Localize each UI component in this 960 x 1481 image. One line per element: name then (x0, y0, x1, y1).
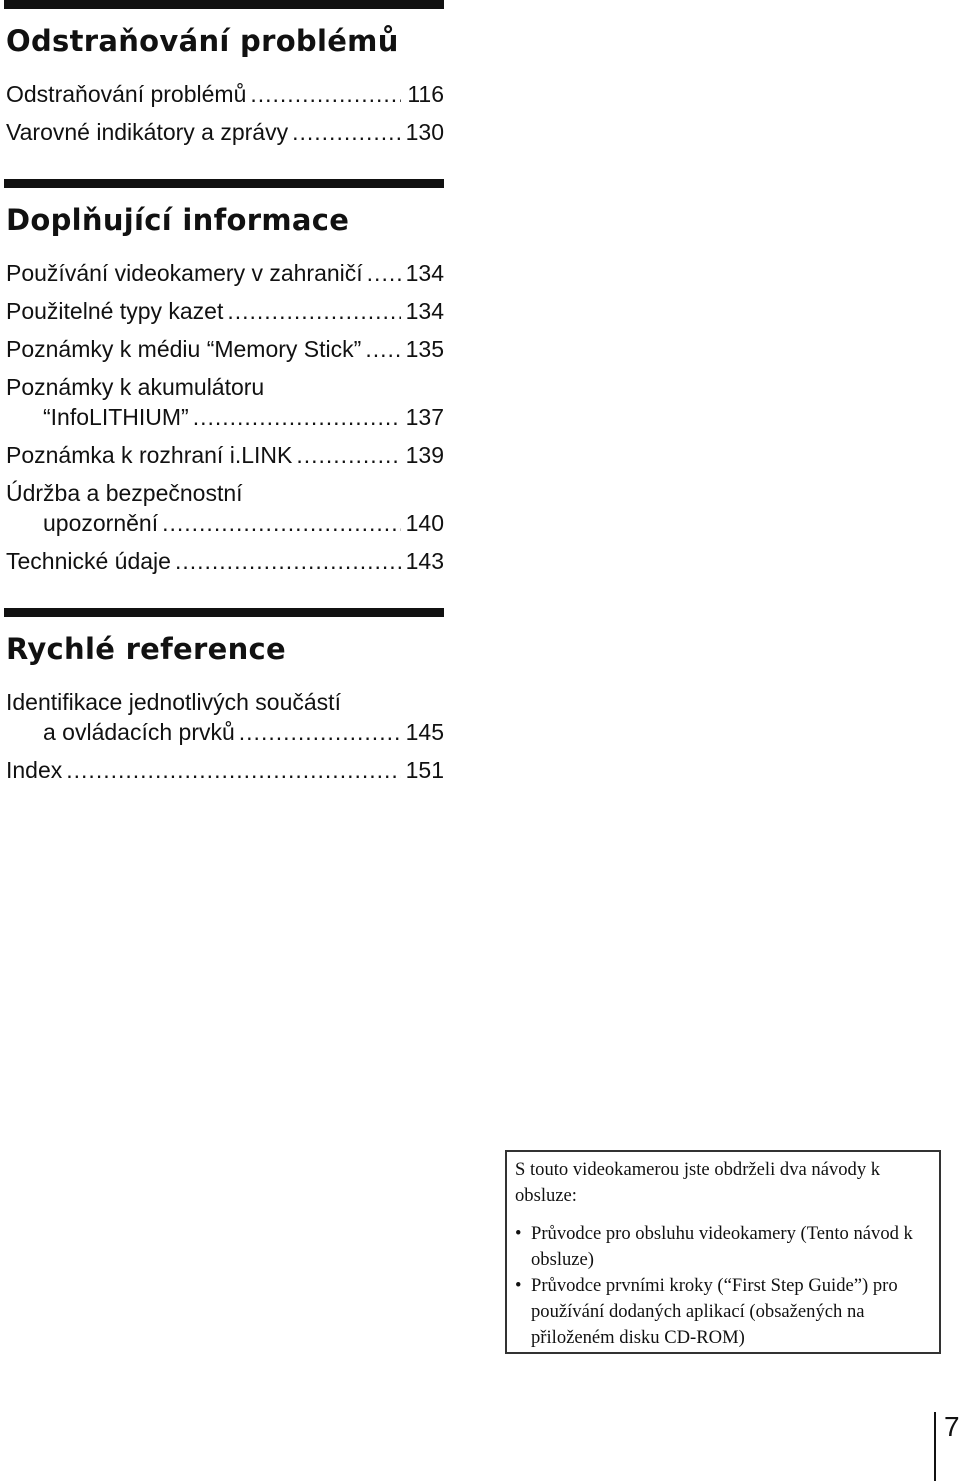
dot-leader (367, 258, 401, 288)
section-title: Doplňující informace (6, 203, 350, 237)
toc-entry-text: Technické údaje (6, 548, 171, 574)
dot-leader (227, 296, 401, 326)
dot-leader (162, 508, 401, 538)
toc-section-troubleshooting (4, 0, 444, 147)
toc-entry-page: 137 (405, 404, 444, 430)
toc-section-additional-info (4, 179, 444, 576)
toc-entry[interactable] (4, 755, 444, 785)
toc-entry[interactable] (4, 79, 444, 109)
toc-entry[interactable] (4, 546, 444, 576)
toc-entry-page: 116 (407, 81, 444, 107)
toc-entry-text: Poznámka k rozhraní i.LINK (6, 442, 293, 468)
toc-entry-page: 151 (405, 757, 444, 783)
note-list (515, 1221, 931, 1351)
manuals-note-box (505, 1150, 941, 1354)
toc-entry-page: 145 (405, 719, 444, 745)
toc-entry-text: Používání videokamery v zahraničí (6, 260, 363, 286)
section-rule (4, 179, 444, 188)
note-intro: S touto videokamerou jste obdrželi dva návody k obsluze: (515, 1159, 881, 1206)
dot-leader (365, 334, 401, 364)
toc-entry-text-continued: upozornění (43, 510, 159, 536)
page-number: 7 (944, 1411, 960, 1442)
toc-entry-text-continued: “InfoLITHIUM” (43, 404, 189, 430)
toc-entry-page: 140 (405, 510, 444, 536)
dot-leader (175, 546, 401, 576)
toc-entry-text: Použitelné typy kazet (6, 298, 224, 324)
toc-entry[interactable] (4, 440, 444, 470)
toc-entry-page: 134 (405, 260, 444, 286)
section-rule (4, 0, 444, 9)
toc-entry-page: 130 (405, 119, 444, 145)
toc-entry-page: 139 (405, 442, 444, 468)
page-number-divider (934, 1412, 936, 1481)
bullet-icon: • (515, 1275, 522, 1296)
toc-entry[interactable] (4, 478, 444, 538)
toc-entry-text: Poznámky k médiu “Memory Stick” (6, 336, 362, 362)
section-title: Rychlé reference (6, 632, 287, 666)
dot-leader (66, 755, 401, 785)
toc-entry-text: Index (6, 757, 63, 783)
note-item-text: Průvodce pro obsluhu videokamery (Tento návod k obsluze) (531, 1223, 913, 1270)
toc-entry-page: 143 (405, 548, 444, 574)
toc-entry-text: Poznámky k akumulátoru (6, 374, 265, 400)
dot-leader (250, 79, 401, 109)
toc-entry[interactable] (4, 258, 444, 288)
note-list-item (515, 1221, 931, 1273)
toc-section-quick-reference (4, 608, 444, 785)
toc-entry[interactable] (4, 334, 444, 364)
dot-leader (292, 117, 401, 147)
toc-entry-page: 135 (405, 336, 444, 362)
section-title: Odstraňování problémů (6, 24, 399, 58)
toc-entry-text: Odstraňování problémů (6, 81, 247, 107)
section-rule (4, 608, 444, 617)
toc-entry[interactable] (4, 296, 444, 326)
toc-entry-text-continued: a ovládacích prvků (43, 719, 235, 745)
toc-entry-page: 134 (405, 298, 444, 324)
note-item-text: Průvodce prvními kroky (“First Step Guide”) pro používání dodaných aplikací (obsažených na přiloženém disku CD-ROM) (531, 1275, 898, 1348)
dot-leader (296, 440, 401, 470)
dot-leader (239, 717, 401, 747)
bullet-icon: • (515, 1223, 522, 1244)
toc-entry-text: Identifikace jednotlivých součástí (6, 689, 341, 715)
toc-entry-text: Varovné indikátory a zprávy (6, 119, 289, 145)
table-of-contents (4, 0, 444, 793)
toc-entry[interactable] (4, 117, 444, 147)
toc-entry[interactable] (4, 687, 444, 747)
toc-entry[interactable] (4, 372, 444, 432)
toc-entry-text: Údržba a bezpečnostní (6, 480, 243, 506)
note-list-item (515, 1273, 931, 1351)
dot-leader (193, 402, 401, 432)
